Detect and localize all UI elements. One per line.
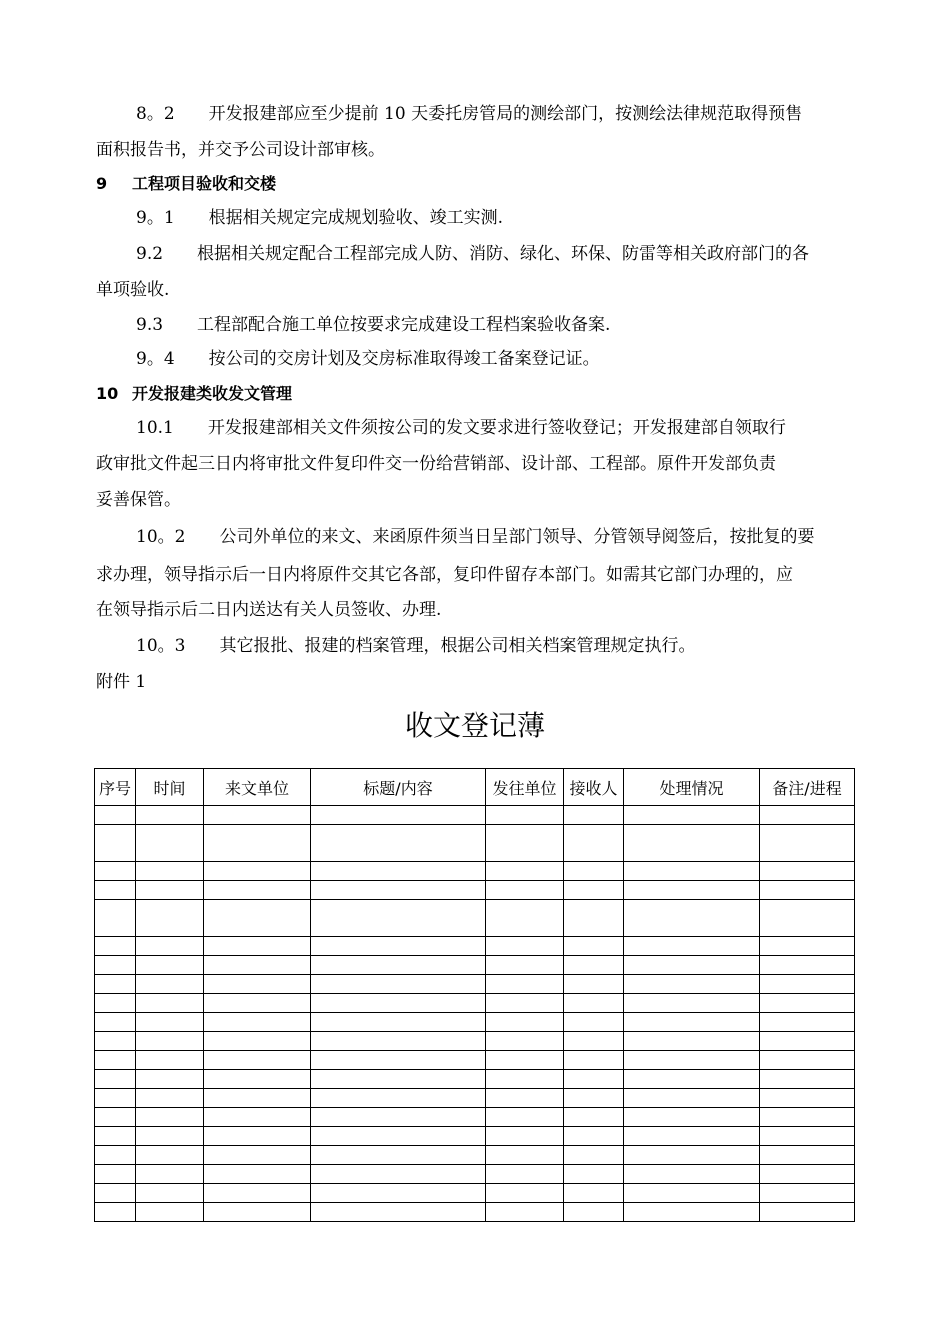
para-10-2-line-3: 在领导指示后二日内送达有关人员签收、办理. [96, 600, 442, 620]
register-header-row [95, 769, 855, 806]
para-10-1-line-1: 10.1 开发报建部相关文件须按公司的发文要求进行签收登记；开发报建部自领取行 [136, 418, 786, 438]
table-row [95, 937, 855, 956]
table-row [95, 1070, 855, 1089]
section-9-title: 工程项目验收和交楼 [132, 174, 277, 193]
para-9-2-line-1: 9.2 根据相关规定配合工程部完成人防、消防、绿化、环保、防雷等相关政府部门的各 [136, 244, 810, 264]
table-row [95, 1203, 855, 1222]
attachment-label: 附件 1 [96, 672, 147, 692]
column-header-handling: 处理情况 [624, 769, 760, 806]
table-row [95, 1108, 855, 1127]
para-10-1-line-3: 妥善保管。 [96, 490, 181, 510]
table-row [95, 1032, 855, 1051]
table-row [95, 1051, 855, 1070]
table-row [95, 1127, 855, 1146]
section-10-title: 开发报建类收发文管理 [132, 384, 293, 403]
receipt-register-table [94, 768, 855, 1222]
section-10-number: 10 [96, 384, 119, 403]
table-row [95, 1089, 855, 1108]
column-header-serial: 序号 [95, 769, 136, 806]
para-9-2-line-2: 单项验收. [96, 280, 170, 300]
para-10-2-line-1: 10。2 公司外单位的来文、来函原件须当日呈部门领导、分管领导阅签后，按批复的要 [136, 527, 815, 547]
table-row [95, 1165, 855, 1184]
column-header-subject: 标题/内容 [311, 769, 486, 806]
column-header-receiver: 接收人 [564, 769, 624, 806]
column-header-time: 时间 [136, 769, 204, 806]
para-9-3: 9.3 工程部配合施工单位按要求完成建设工程档案验收备案. [136, 315, 611, 335]
para-9-4: 9。4 按公司的交房计划及交房标准取得竣工备案登记证。 [136, 349, 600, 369]
section-9-number: 9 [96, 174, 108, 193]
section-10-heading [96, 384, 292, 404]
table-row [95, 862, 855, 881]
table-row [95, 956, 855, 975]
table-row [95, 975, 855, 994]
table-row [95, 806, 855, 825]
section-9-heading [96, 174, 276, 194]
para-10-3: 10。3 其它报批、报建的档案管理，根据公司相关档案管理规定执行。 [136, 636, 696, 656]
para-8-2-line-2: 面积报告书，并交予公司设计部审核。 [96, 140, 385, 160]
table-row [95, 994, 855, 1013]
para-8-2-line-1: 8。2 开发报建部应至少提前 10 天委托房管局的测绘部门，按测绘法律规范取得预售 [136, 104, 803, 124]
para-9-1: 9。1 根据相关规定完成规划验收、竣工实测. [136, 208, 504, 228]
para-10-2-line-2: 求办理，领导指示后一日内将原件交其它各部，复印件留存本部门。如需其它部门办理的，应 [96, 565, 793, 585]
register-title: 收文登记薄 [404, 709, 545, 742]
table-row [95, 1184, 855, 1203]
column-header-destination: 发往单位 [486, 769, 564, 806]
table-row [95, 900, 855, 937]
table-row [95, 825, 855, 862]
column-header-sender: 来文单位 [204, 769, 311, 806]
column-header-remarks: 备注/进程 [760, 769, 855, 806]
table-row [95, 1013, 855, 1032]
para-10-1-line-2: 政审批文件起三日内将审批文件复印件交一份给营销部、设计部、工程部。原件开发部负责 [96, 454, 776, 474]
table-row [95, 881, 855, 900]
table-row [95, 1146, 855, 1165]
